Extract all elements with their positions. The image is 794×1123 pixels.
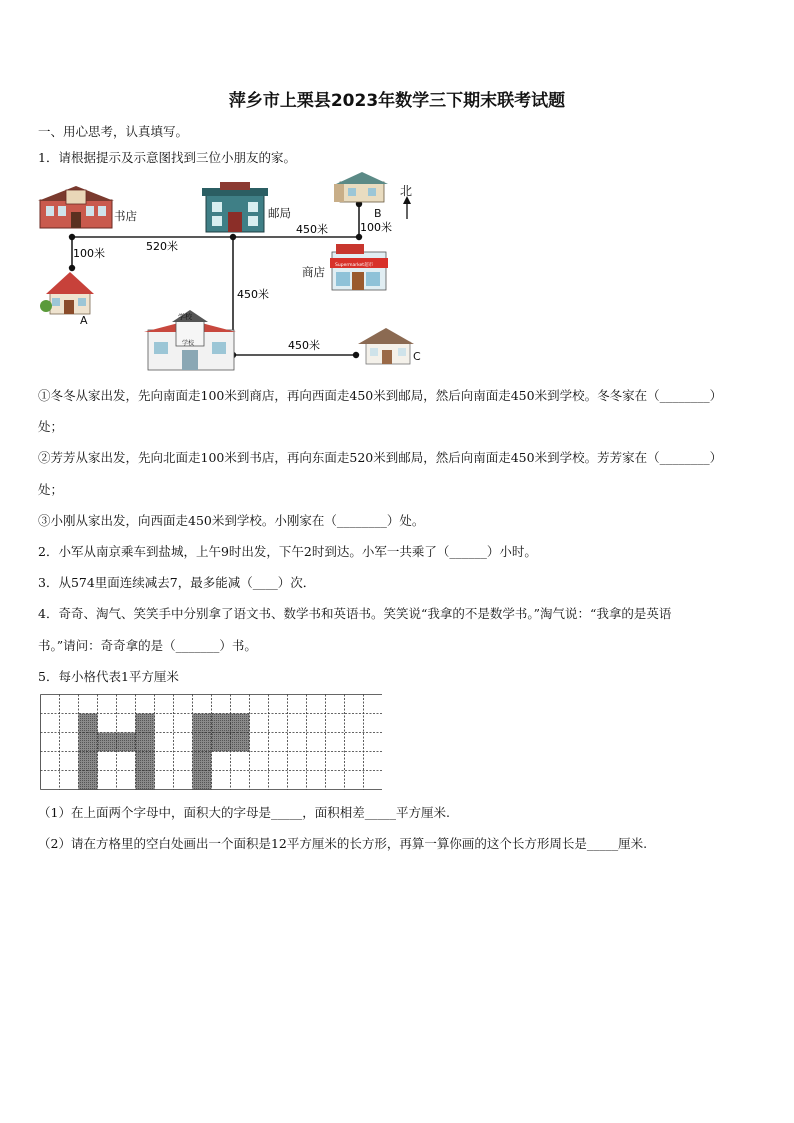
post-office-label: 邮局 [268,206,291,220]
house-b-label: B [374,207,382,220]
section-heading: 一、用心思考，认真填写。 [38,124,189,139]
bookstore-icon [38,186,114,228]
filled-cell [136,771,155,790]
square-grid[interactable] [40,694,382,790]
question-2: 2．小军从南京乘车到盐城，上午9时出发，下午2时到达。小军一共乘了（______）小时。 [38,544,537,559]
shop-icon [330,244,388,290]
distance-label: 100米 [73,247,105,260]
north-label: 北 [400,184,413,198]
filled-cell [79,714,98,733]
question-5-sub2: （2）请在方格里的空白处画出一个面积是12平方厘米的长方形，再算一算你画的这个长方形周长是_____厘米. [38,836,648,851]
filled-cell [193,771,212,790]
house-b-icon [334,172,388,202]
q1-item1: ①冬冬从家出发，先向南面走100米到商店，再向西面走450米到邮局，然后向南面走450米到学校。冬冬家在（________） [38,388,723,403]
distance-label: 520米 [146,240,178,253]
post-office-icon [202,182,268,232]
shop-label: 商店 [302,265,325,279]
question-1-stem: 1．请根据提示及示意图找到三位小朋友的家。 [38,150,296,165]
house-a-icon [40,272,94,314]
school-sign-top: 学校 [178,313,192,321]
distance-label: 450米 [296,223,328,236]
page-title: 萍乡市上栗县2023年数学三下期末联考试题 [228,91,566,111]
filled-cell [231,733,250,752]
house-c-icon [358,328,414,364]
filled-cell [193,733,212,752]
filled-cell [136,752,155,771]
filled-cell [193,752,212,771]
filled-cell [231,714,250,733]
q1-item1-cont: 处； [38,419,64,434]
filled-cell [79,752,98,771]
filled-cell [136,714,155,733]
filled-cell [79,733,98,752]
filled-cell [117,733,136,752]
distance-label: 100米 [360,221,392,234]
bookstore-label: 书店 [114,209,137,223]
question-5-stem: 5．每小格代表1平方厘米 [38,669,179,684]
q1-item3: ③小刚从家出发，向西面走450米到学校。小刚家在（________）处。 [38,513,425,528]
school-sign: 学校 [182,340,195,347]
north-arrow-icon [403,196,411,219]
question-3: 3．从574里面连续减去7，最多能减（____）次． [38,575,316,590]
house-c-label: C [413,350,421,363]
school-icon [144,310,236,370]
q1-item2-cont: 处； [38,482,64,497]
distance-label: 450米 [288,339,320,352]
filled-cell [193,714,212,733]
direction-map [36,172,436,377]
distance-label: 450米 [237,288,269,301]
house-a-label: A [80,314,88,327]
question-5-sub1: （1）在上面两个字母中，面积大的字母是_____，面积相差_____平方厘米. [38,805,450,820]
shop-sign: Supermarket超市 [335,263,374,268]
question-4-cont: 书。”请问：奇奇拿的是（_______）书。 [38,638,257,653]
filled-cell [212,714,231,733]
filled-cell [79,771,98,790]
filled-cell [136,733,155,752]
q1-item2: ②芳芳从家出发，先向北面走100米到书店，再向东面走520米到邮局，然后向南面走450米到学校。芳芳家在（________） [38,450,723,465]
filled-cell [98,733,117,752]
filled-cell [212,733,231,752]
question-4: 4．奇奇、淘气、笑笑手中分别拿了语文书、数学书和英语书。笑笑说“我拿的不是数学书。”淘气说：“我拿的是英语 [38,606,672,621]
